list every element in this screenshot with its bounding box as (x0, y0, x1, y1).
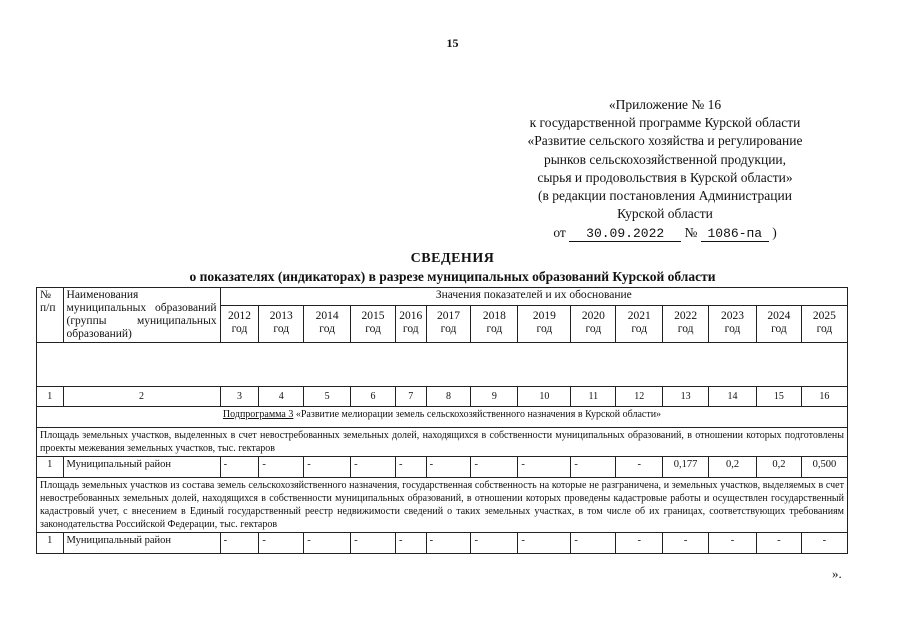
column-index-row (37, 387, 848, 407)
row-value: - (571, 533, 616, 554)
column-index: 7 (395, 387, 426, 407)
year-header: 2016 год (395, 306, 426, 343)
year-header: 2019 год (518, 306, 571, 343)
column-index: 2 (63, 387, 220, 407)
document-title: СВЕДЕНИЯ (410, 251, 495, 266)
row-no: 1 (37, 533, 64, 554)
column-index: 3 (220, 387, 259, 407)
year-header: 2023 год (709, 306, 757, 343)
appendix-block (500, 96, 830, 243)
column-index: 12 (616, 387, 663, 407)
column-index: 1 (37, 387, 64, 407)
appendix-line: сырья и продовольствия в Курской области» (537, 169, 793, 185)
appendix-line: «Развитие сельского хозяйства и регулирование (527, 133, 803, 149)
row-value: 0,2 (709, 457, 757, 478)
indicator-2-text: Площадь земельных участков из состава земель сельскохозяйственного назначения, государственная собственность на которые не разграничена, и земельных участков, выделяемых в счет невостребованных земельных долей, находящихся в собственности муниципальных образований, в отношении которых проведены кадастровые работы и осуществлен государственный кадастровый учет, с внесением в Единый государственный реестр недвижимости сведений о таких земельных участках, в том числе об их границах, соответствующих требованиям законодательства Российской Федерации, тыс. гектаров (37, 478, 848, 533)
row-value: - (571, 457, 616, 478)
indicator-1-text: Площадь земельных участков, выделенных в счет невостребованных земельных долей, находящихся в собственности муниципальных образований, в отношении которых подготовлены проекты межевания земельных участков, тыс. гектаров (37, 428, 848, 457)
row-value: - (616, 533, 663, 554)
row-value: - (756, 533, 801, 554)
appendix-line: «Приложение № 16 (608, 97, 722, 112)
row-value: - (304, 533, 351, 554)
year-header: 2012 год (220, 306, 259, 343)
year-header: 2017 год (426, 306, 471, 343)
row-value: - (801, 533, 847, 554)
row-value: - (426, 457, 471, 478)
header-no: № п/п (37, 288, 64, 343)
column-index: 4 (259, 387, 304, 407)
year-header: 2025 год (801, 306, 847, 343)
year-header: 2018 год (471, 306, 518, 343)
year-header: 2021 год (616, 306, 663, 343)
header-name: Наименования муниципальных образований (группы муниципальных образований) (63, 288, 220, 343)
row-name: Муниципальный район (63, 457, 220, 478)
row-value: - (351, 533, 396, 554)
row-value: - (518, 533, 571, 554)
number-label: № (684, 225, 698, 241)
row-value: - (709, 533, 757, 554)
subprogram-label: Подпрограмма 3 (222, 409, 294, 420)
row-value: - (518, 457, 571, 478)
row-value: - (351, 457, 396, 478)
resolution-reference (500, 224, 830, 242)
year-header: 2014 год (304, 306, 351, 343)
table-row (37, 457, 848, 478)
number-suffix: ) (772, 225, 777, 241)
appendix-line: (в редакции постановления Администрации (538, 188, 792, 204)
document-subtitle: о показателях (индикаторах) в разрезе муниципальных образований Курской области (189, 269, 716, 284)
row-no: 1 (37, 457, 64, 478)
row-value: 0,2 (756, 457, 801, 478)
row-value: - (471, 533, 518, 554)
table-row (37, 533, 848, 554)
resolution-number: 1086-па (701, 227, 769, 242)
column-index: 14 (709, 387, 757, 407)
subprogram-name: «Развитие мелиорации земель сельскохозяйственного назначения в Курской области» (293, 409, 662, 420)
subprogram-row (37, 407, 848, 428)
from-label: от (553, 225, 566, 241)
subprogram-title (37, 407, 848, 428)
indicators-table (36, 287, 848, 554)
closing-quote: ». (832, 566, 842, 581)
appendix-line: к государственной программе Курской области (529, 115, 801, 131)
header-values: Значения показателей и их обоснование (220, 288, 847, 306)
column-index: 5 (304, 387, 351, 407)
column-index: 9 (471, 387, 518, 407)
row-value: - (304, 457, 351, 478)
row-name: Муниципальный район (63, 533, 220, 554)
column-index: 8 (426, 387, 471, 407)
column-index: 13 (663, 387, 709, 407)
year-header: 2024 год (756, 306, 801, 343)
year-header: 2022 год (663, 306, 709, 343)
row-value: 0,177 (663, 457, 709, 478)
appendix-line: рынков сельскохозяйственной продукции, (543, 151, 787, 167)
year-header: 2015 год (351, 306, 396, 343)
indicator-row (37, 478, 848, 533)
row-value: - (220, 533, 259, 554)
row-value: - (663, 533, 709, 554)
column-index: 6 (351, 387, 396, 407)
year-header: 2013 год (259, 306, 304, 343)
appendix-line: Курской области (617, 206, 713, 222)
row-value: - (395, 533, 426, 554)
row-value: - (471, 457, 518, 478)
year-header: 2020 год (571, 306, 616, 343)
column-index: 11 (571, 387, 616, 407)
indicator-row (37, 428, 848, 457)
resolution-date: 30.09.2022 (569, 227, 681, 242)
row-value: - (220, 457, 259, 478)
row-value: - (616, 457, 663, 478)
column-index: 10 (518, 387, 571, 407)
row-value: - (395, 457, 426, 478)
row-value: 0,500 (801, 457, 847, 478)
row-value: - (259, 533, 304, 554)
column-index: 15 (756, 387, 801, 407)
page-number: 15 (446, 36, 459, 50)
row-value: - (259, 457, 304, 478)
row-value: - (426, 533, 471, 554)
column-index: 16 (801, 387, 847, 407)
